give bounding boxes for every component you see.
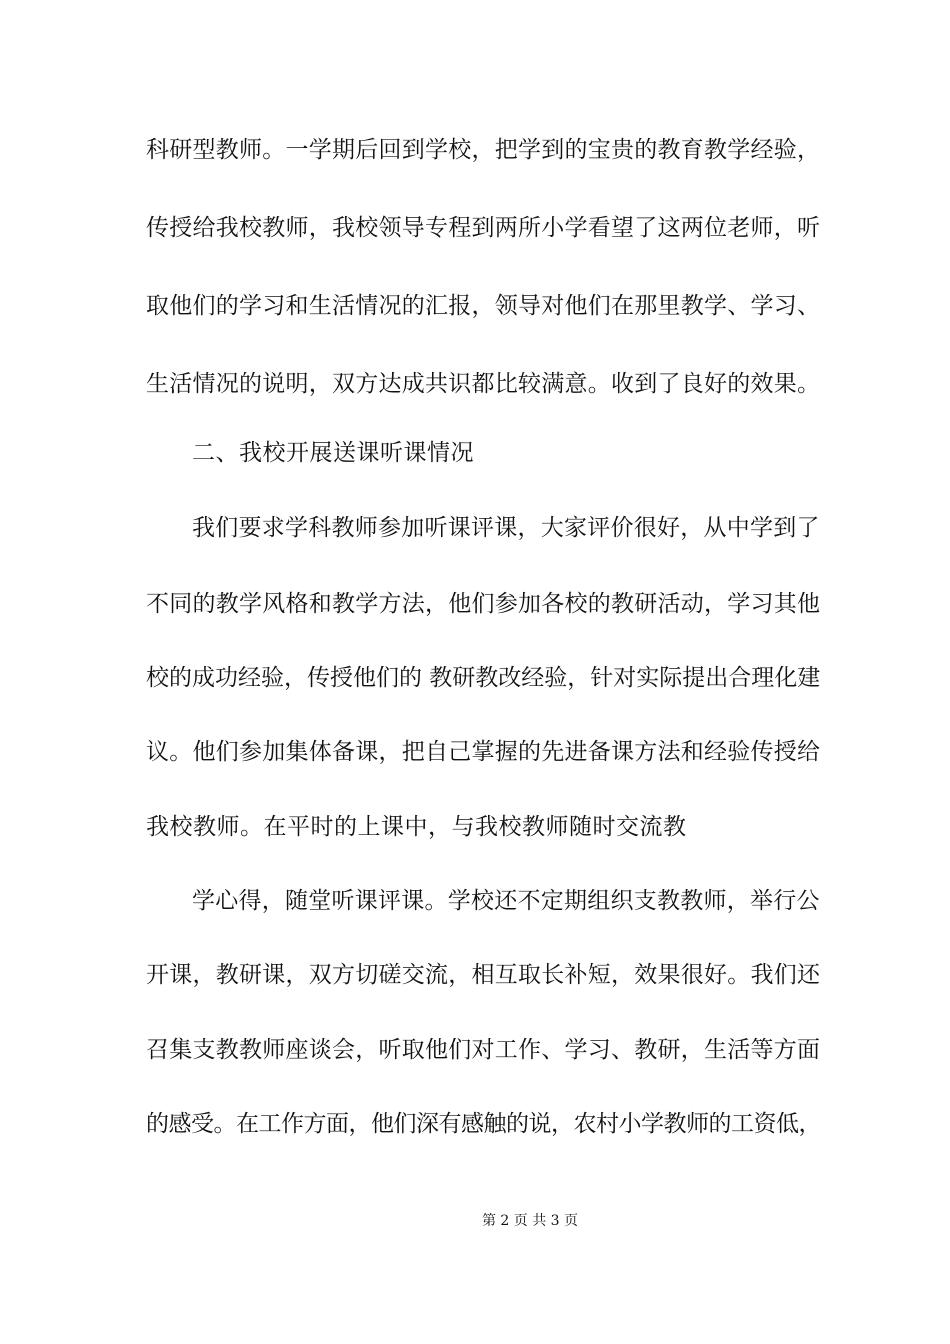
text-line-8: 校的成功经验，传授他们的 教研教改经验，针对实际提出合理化建 xyxy=(146,665,821,691)
text-line-13: 召集支教教师座谈会，听取他们对工作、学习、教研，生活等方面 xyxy=(146,1037,821,1063)
text-line-4: 生活情况的说明，双方达成共识都比较满意。收到了良好的效果。 xyxy=(146,371,821,397)
text-line-2: 传授给我校教师，我校领导专程到两所小学看望了这两位老师，听 xyxy=(146,215,821,241)
page-number-footer: 第 2 页 共 3 页 xyxy=(481,1213,579,1229)
section-heading: 二、我校开展送课听课情况 xyxy=(192,440,474,466)
text-line-11: 学心得，随堂听课评课。学校还不定期组织支教教师，举行公 xyxy=(192,888,820,914)
text-line-7: 不同的教学风格和教学方法，他们参加各校的教研活动，学习其他 xyxy=(146,591,821,617)
text-line-12: 开课，教研课，双方切磋交流，相互取长补短，效果很好。我们还 xyxy=(146,962,821,988)
text-line-1: 科研型教师。一学期后回到学校，把学到的宝贵的教育教学经验， xyxy=(146,137,821,163)
text-line-10: 我校教师。在平时的上课中，与我校教师随时交流教 xyxy=(146,814,687,840)
text-line-9: 议。他们参加集体备课，把自己掌握的先进备课方法和经验传授给 xyxy=(146,739,821,765)
text-line-6: 我们要求学科教师参加听课评课，大家评价很好，从中学到了 xyxy=(192,515,820,541)
text-line-14: 的感受。在工作方面，他们深有感触的说，农村小学教师的工资低， xyxy=(146,1111,821,1137)
text-line-3: 取他们的学习和生活情况的汇报，领导对他们在那里教学、学习、 xyxy=(146,293,821,319)
